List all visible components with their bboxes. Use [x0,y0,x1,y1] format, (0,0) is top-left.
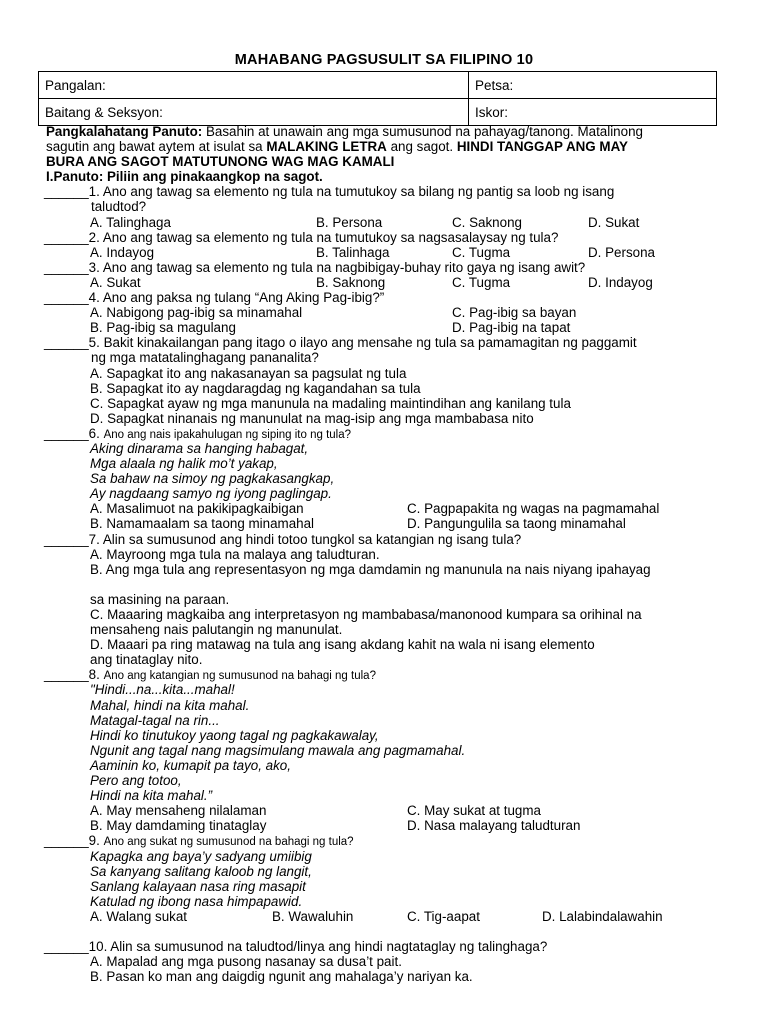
q4-choice-d[interactable]: D. Pag-ibig na tapat [452,320,571,336]
q8-choice-a[interactable]: A. May mensaheng nilalaman [90,803,267,819]
q6-poem-line-3: Sa bahaw na simoy ng pagkakasangkap, [90,471,335,487]
q10-choice-a[interactable]: A. Mapalad ang mga pusong nasanay sa dusa’t pait. [90,954,402,970]
q7-choice-b-cont: sa masining na paraan. [90,591,230,607]
q4-choice-c[interactable]: C. Pag-ibig sa bayan [452,305,577,321]
q6-prefix: ______6. [44,425,104,441]
question-2-stem: ______2. Ano ang tawag sa elemento ng tula na tumutukoy sa nagsasalaysay ng tula? [44,229,559,245]
q9-poem-line-3: Sanlang kalayaan nasa ring masapit [90,878,306,894]
part-1-instructions: I.Panuto: Piliin ang pinakaangkop na sagot. [46,169,323,185]
exam-content [46,124,736,984]
q3-choice-d[interactable]: D. Indayog [588,274,653,290]
q8-choice-c[interactable]: C. May sukat at tugma [407,803,541,819]
question-1-stem: ______1. Ano ang tawag sa elemento ng tula na tumutukoy sa bilang ng pantig sa loob ng isang [44,184,615,200]
question-8-stem [44,667,736,682]
q2-choice-c[interactable]: C. Tugma [452,244,511,260]
q8-stem-text: Ano ang katangian ng sumusunod na bahagi ng tula? [103,670,376,683]
question-1-stem-2: taludtod? [91,199,147,215]
q6-choice-a[interactable]: A. Masalimuot na pakikipagkaibigan [90,501,304,517]
q8-choice-b[interactable]: B. May damdaming tinataglay [90,818,267,834]
q8-choice-d[interactable]: D. Nasa malayang taludturan [407,818,581,834]
q6-poem-line-4: Ay nagdaang samyo ng iyong paglingap. [90,486,332,502]
q4-choice-a[interactable]: A. Nabigong pag-ibig sa minamahal [90,305,303,321]
q7-choice-b[interactable]: B. Ang mga tula ang representasyon ng mga damdamin ng manunula na nais niyang ipahayag [90,561,651,577]
question-4-choices-row-2 [46,320,736,335]
q8-poem-line-6: Aaminin ko, kumapit pa tayo, ako, [90,757,291,773]
q9-choice-c[interactable]: C. Tig-aapat [407,908,480,924]
question-9-choices [46,909,736,924]
question-3-choices [46,275,736,290]
q9-poem-line-1: Kapagka ang baya’y sadyang umiibig [90,848,312,864]
q8-poem-line-3: Matagal-tagal na rin... [90,712,220,728]
question-6-choices-row-1 [46,501,736,516]
q8-poem-line-1: "Hindi...na...kita...mahal! [90,682,235,698]
q7-choice-d[interactable]: D. Maaari pa ring matawag na tula ang isang akdang kahit na wala ni isang elemento [90,637,595,653]
q8-poem-line-4: Hindi ko tinutukoy yaong tagal ng pagkakawalay, [90,727,379,743]
question-8-choices-row-2 [46,818,736,833]
name-field[interactable]: Pangalan: [39,72,469,99]
exam-title: MAHABANG PAGSUSULIT SA FILIPINO 10 [234,52,534,68]
q6-choice-d[interactable]: D. Pangungulila sa taong minamahal [407,516,626,532]
section-field[interactable]: Baitang & Seksyon: [39,99,469,126]
question-4-choices-row-1 [46,305,736,320]
q2-choice-a[interactable]: A. Indayog [90,244,155,260]
student-info-table [38,71,717,126]
question-9-stem [44,833,736,848]
general-text-2d: HINDI TANGGAP ANG MAY [456,139,628,155]
q7-choice-c[interactable]: C. Maaaring magkaiba ang interpretasyon ng mambabasa/manonood kumpara sa orihinal na [90,607,642,622]
question-8-choices-row-1 [46,803,736,818]
q1-choice-b[interactable]: B. Persona [316,214,383,230]
q5-choice-a[interactable]: A. Sapagkat ito ang nakasanayan sa pagsulat ng tula [90,365,407,381]
question-6-choices-row-2 [46,516,736,531]
q1-choice-a[interactable]: A. Talinghaga [90,214,171,230]
q9-poem-line-4: Katulad ng ibong nasa himpapawid. [90,893,303,909]
q2-choice-b[interactable]: B. Talinhaga [316,244,390,260]
q9-choice-b[interactable]: B. Wawaluhin [272,908,354,924]
date-field[interactable]: Petsa: [469,72,717,99]
q9-poem-line-2: Sa kanyang salitang kaloob ng langit, [90,863,312,879]
score-field[interactable]: Iskor: [469,99,717,126]
question-6-stem [44,426,736,441]
question-3-stem: ______3. Ano ang tawag sa elemento ng tula na nagbibigay-buhay rito gaya ng isang awit? [44,259,586,275]
q7-choice-a[interactable]: A. Mayroong mga tula na malaya ang taludturan. [90,546,380,562]
q10-choice-b[interactable]: B. Pasan ko man ang daigdig ngunit ang mahalaga’y nariyan ka. [90,969,473,985]
q8-poem-line-7: Pero ang totoo, [90,773,182,789]
q5-choice-c[interactable]: C. Sapagkat ayaw ng mga manunula na madaling maintindihan ang kanilang tula [90,395,571,411]
q9-choice-d[interactable]: D. Lalabindalawahin [542,908,663,924]
q2-choice-d[interactable]: D. Persona [588,244,655,260]
general-text-2b: MALAKING LETRA [266,139,387,155]
question-5-stem-2: ng mga matatalinghagang pananalita? [91,350,319,366]
q8-poem-line-5: Ngunit ang tagal nang magsimulang mawala ang pagmamahal. [90,742,466,758]
question-7-stem: ______7. Alin sa sumusunod ang hindi totoo tungkol sa katangian ng isang tula? [44,531,522,547]
general-text-2c: ang sagot. [386,139,457,155]
general-instructions [46,124,736,139]
q3-choice-b[interactable]: B. Saknong [316,274,386,290]
question-2-choices [46,245,736,260]
q6-stem-text: Ano ang nais ipakahulugan ng siping ito ng tula? [103,428,352,441]
q1-choice-c[interactable]: C. Saknong [452,214,522,230]
q6-poem-line-1: Aking dinarama sa hanging habagat, [90,440,309,456]
question-1-choices [46,215,736,230]
q8-poem-line-2: Mahal, hindi na kita mahal. [90,697,250,713]
general-text-1: Basahin at unawain ang mga sumusunod na pahayag/tanong. Matalinong [202,124,643,139]
q5-choice-d[interactable]: D. Sapagkat ninanais ng manunulat na mag-isip ang mga mambabasa nito [90,410,534,426]
question-10-stem: ______10. Alin sa sumusunod na taludtod/linya ang hindi nagtataglay ng talinghaga? [44,939,548,955]
q9-prefix: ______9. [44,833,104,849]
question-4-stem: ______4. Ano ang paksa ng tulang “Ang Aking Pag-ibig?” [44,290,385,306]
q7-choice-d-cont: ang tinataglay nito. [90,652,203,668]
q8-prefix: ______8. [44,667,104,683]
general-text-2a: sagutin ang bawat aytem at isulat sa [46,139,267,155]
spacer [46,924,736,939]
general-instructions-line-2 [46,139,736,154]
q7-choice-c-cont: mensaheng nais palutangin ng manunulat. [90,622,343,638]
q4-choice-b[interactable]: B. Pag-ibig sa magulang [90,320,236,336]
q9-choice-a[interactable]: A. Walang sukat [90,908,188,924]
general-instructions-line-3: BURA ANG SAGOT MATUTUNONG WAG MAG KAMALI [46,154,395,170]
q9-stem-text: Ano ang sukat ng sumusunod na bahagi ng tula? [103,836,354,849]
q5-choice-b[interactable]: B. Sapagkat ito ay nagdaragdag ng kagandahan sa tula [90,380,421,396]
q6-poem-line-2: Mga alaala ng halik mo’t yakap, [90,456,278,472]
spacer [46,577,736,592]
q6-choice-c[interactable]: C. Pagpapakita ng wagas na pagmamahal [407,501,660,517]
q6-choice-b[interactable]: B. Namamaalam sa taong minamahal [90,516,315,532]
question-5-stem: ______5. Bakit kinakailangan pang itago o ilayo ang mensahe ng tula sa pamamagitan ng paggamit [44,335,637,351]
q8-poem-line-8: Hindi na kita mahal.” [90,788,213,804]
general-label: Pangkalahatang Panuto: [46,124,203,139]
q3-choice-c[interactable]: C. Tugma [452,274,511,290]
q3-choice-a[interactable]: A. Sukat [90,274,141,290]
q1-choice-d[interactable]: D. Sukat [588,214,640,230]
